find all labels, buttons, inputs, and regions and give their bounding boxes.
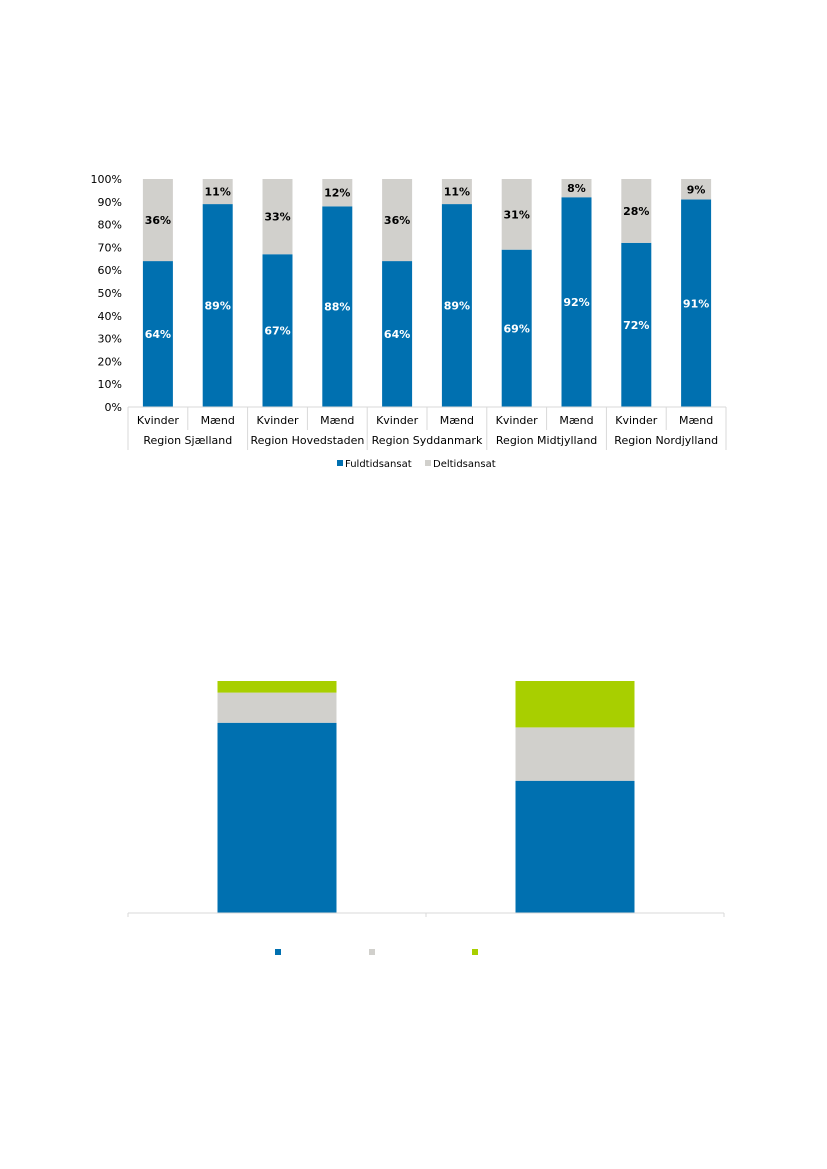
x-tick-label: Kvinder [256, 414, 299, 427]
bar-segment-2 [218, 681, 337, 693]
y-tick-label: 0% [104, 401, 122, 414]
y-tick-label: 50% [97, 287, 122, 300]
legend-label: Fuldtidsansat [345, 459, 412, 470]
group-label: Region Syddanmark [371, 434, 483, 447]
data-label: 31% [503, 208, 530, 222]
legend-swatch [275, 949, 281, 955]
data-label: 89% [443, 299, 471, 313]
bar-segment-0 [516, 781, 635, 913]
y-tick-label: 10% [97, 378, 122, 392]
x-tick-label: Mænd [559, 414, 594, 427]
data-label: 89% [204, 299, 231, 313]
y-tick-label: 40% [97, 309, 122, 323]
data-label: 67% [264, 324, 291, 338]
x-tick-label: Mænd [439, 414, 475, 427]
data-label: 9% [686, 183, 706, 197]
data-label: 64% [144, 328, 172, 342]
data-label: 69% [503, 322, 530, 336]
x-tick-label: Kvinder [495, 414, 538, 427]
y-tick-label: 60% [97, 264, 122, 278]
x-tick-label: Kvinder [376, 414, 419, 427]
x-tick-label: Mænd [678, 414, 714, 427]
data-label: 88% [324, 300, 351, 314]
data-label: 28% [623, 204, 650, 218]
group-label: Region Hovedstaden [250, 434, 365, 447]
data-label: 36% [144, 214, 172, 228]
x-tick-label: Mænd [320, 414, 355, 427]
x-tick-label: Kvinder [615, 414, 658, 427]
data-label: 11% [204, 185, 231, 199]
data-label: 36% [383, 214, 411, 228]
bar-segment-1 [516, 727, 635, 780]
data-label: 33% [264, 210, 291, 224]
y-tick-label: 100% [90, 173, 122, 186]
group-label: Region Nordjylland [614, 434, 719, 447]
data-label: 8% [567, 182, 586, 196]
data-label: 11% [443, 185, 471, 199]
y-tick-label: 80% [97, 218, 122, 232]
data-label: 92% [563, 296, 590, 310]
legend-swatch [369, 949, 375, 955]
group-label: Region Sjælland [143, 434, 233, 447]
bar-segment-2 [516, 681, 635, 727]
data-label: 12% [324, 186, 351, 200]
y-tick-label: 30% [97, 332, 122, 346]
group-label: Region Midtjylland [495, 434, 598, 447]
bar-segment-1 [218, 693, 337, 723]
x-tick-label: Mænd [200, 414, 235, 427]
data-label: 64% [383, 328, 411, 342]
legend-swatch [472, 949, 478, 955]
y-tick-label: 90% [97, 195, 122, 209]
y-tick-label: 20% [97, 355, 122, 369]
x-tick-label: Kvinder [136, 414, 179, 427]
bar-segment-0 [218, 723, 337, 913]
data-label: 72% [623, 318, 650, 332]
y-tick-label: 70% [97, 241, 122, 255]
legend-label: Deltidsansat [433, 459, 496, 470]
data-label: 91% [682, 297, 710, 311]
